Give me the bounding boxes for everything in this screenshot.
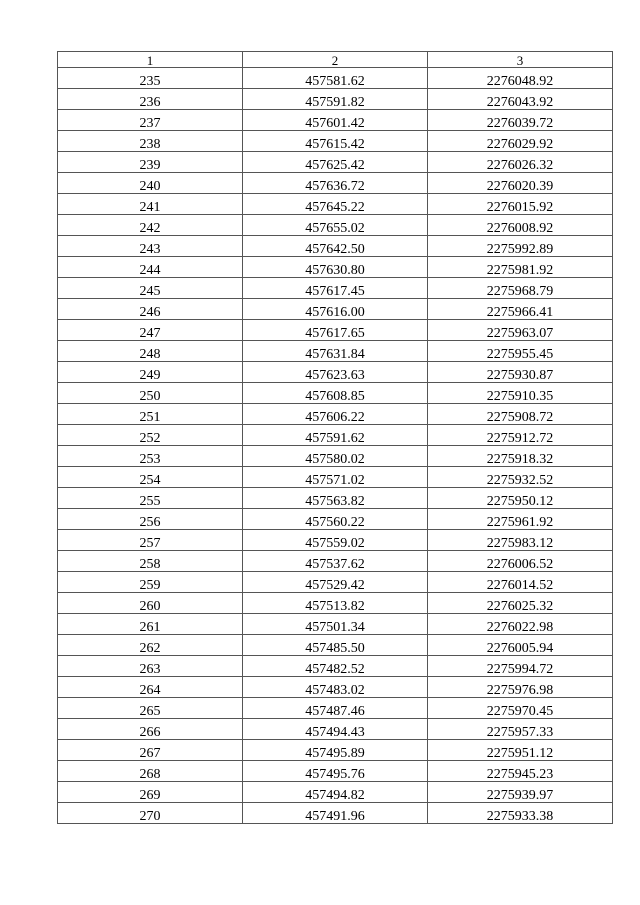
cell-x-coordinate: 457625.42 xyxy=(243,152,428,173)
cell-x-coordinate: 457606.22 xyxy=(243,404,428,425)
table-row xyxy=(58,803,613,824)
table-row xyxy=(58,761,613,782)
cell-point-number: 267 xyxy=(58,740,243,761)
cell-x-coordinate: 457513.82 xyxy=(243,593,428,614)
table-row xyxy=(58,698,613,719)
cell-x-coordinate: 457655.02 xyxy=(243,215,428,236)
cell-y-coordinate: 2275912.72 xyxy=(428,425,613,446)
cell-y-coordinate: 2275994.72 xyxy=(428,656,613,677)
table-row xyxy=(58,110,613,131)
cell-x-coordinate: 457483.02 xyxy=(243,677,428,698)
cell-y-coordinate: 2275955.45 xyxy=(428,341,613,362)
cell-point-number: 259 xyxy=(58,572,243,593)
cell-point-number: 262 xyxy=(58,635,243,656)
cell-y-coordinate: 2276022.98 xyxy=(428,614,613,635)
cell-x-coordinate: 457491.96 xyxy=(243,803,428,824)
cell-x-coordinate: 457631.84 xyxy=(243,341,428,362)
cell-y-coordinate: 2275961.92 xyxy=(428,509,613,530)
cell-point-number: 269 xyxy=(58,782,243,803)
table-row xyxy=(58,341,613,362)
table-row xyxy=(58,677,613,698)
table-header xyxy=(58,52,613,68)
table-row xyxy=(58,68,613,89)
cell-x-coordinate: 457642.50 xyxy=(243,236,428,257)
table-row xyxy=(58,530,613,551)
cell-y-coordinate: 2275930.87 xyxy=(428,362,613,383)
cell-x-coordinate: 457494.43 xyxy=(243,719,428,740)
cell-point-number: 249 xyxy=(58,362,243,383)
cell-x-coordinate: 457615.42 xyxy=(243,131,428,152)
cell-x-coordinate: 457617.65 xyxy=(243,320,428,341)
table-row xyxy=(58,593,613,614)
cell-point-number: 237 xyxy=(58,110,243,131)
table-row xyxy=(58,131,613,152)
cell-point-number: 253 xyxy=(58,446,243,467)
cell-point-number: 238 xyxy=(58,131,243,152)
table-row xyxy=(58,551,613,572)
cell-x-coordinate: 457501.34 xyxy=(243,614,428,635)
cell-point-number: 263 xyxy=(58,656,243,677)
cell-x-coordinate: 457580.02 xyxy=(243,446,428,467)
table-row xyxy=(58,425,613,446)
table-row xyxy=(58,467,613,488)
cell-point-number: 256 xyxy=(58,509,243,530)
table-row xyxy=(58,215,613,236)
cell-point-number: 241 xyxy=(58,194,243,215)
cell-x-coordinate: 457591.82 xyxy=(243,89,428,110)
cell-y-coordinate: 2275976.98 xyxy=(428,677,613,698)
cell-y-coordinate: 2275939.97 xyxy=(428,782,613,803)
cell-y-coordinate: 2275908.72 xyxy=(428,404,613,425)
cell-x-coordinate: 457482.52 xyxy=(243,656,428,677)
table-row xyxy=(58,299,613,320)
cell-x-coordinate: 457591.62 xyxy=(243,425,428,446)
cell-point-number: 252 xyxy=(58,425,243,446)
table-row xyxy=(58,320,613,341)
cell-point-number: 258 xyxy=(58,551,243,572)
cell-point-number: 261 xyxy=(58,614,243,635)
table-row xyxy=(58,635,613,656)
cell-point-number: 247 xyxy=(58,320,243,341)
table-row xyxy=(58,614,613,635)
cell-point-number: 246 xyxy=(58,299,243,320)
cell-y-coordinate: 2276008.92 xyxy=(428,215,613,236)
cell-x-coordinate: 457560.22 xyxy=(243,509,428,530)
cell-y-coordinate: 2275951.12 xyxy=(428,740,613,761)
table-row xyxy=(58,404,613,425)
table-row xyxy=(58,719,613,740)
cell-y-coordinate: 2276039.72 xyxy=(428,110,613,131)
cell-x-coordinate: 457529.42 xyxy=(243,572,428,593)
cell-point-number: 236 xyxy=(58,89,243,110)
table-row xyxy=(58,488,613,509)
cell-x-coordinate: 457645.22 xyxy=(243,194,428,215)
cell-y-coordinate: 2275950.12 xyxy=(428,488,613,509)
column-header-y: 3 xyxy=(428,52,613,68)
table-row xyxy=(58,362,613,383)
table-row xyxy=(58,782,613,803)
cell-y-coordinate: 2275992.89 xyxy=(428,236,613,257)
cell-point-number: 244 xyxy=(58,257,243,278)
cell-y-coordinate: 2276014.52 xyxy=(428,572,613,593)
table-row xyxy=(58,572,613,593)
cell-point-number: 251 xyxy=(58,404,243,425)
cell-y-coordinate: 2275968.79 xyxy=(428,278,613,299)
cell-point-number: 255 xyxy=(58,488,243,509)
table-row xyxy=(58,257,613,278)
cell-y-coordinate: 2276043.92 xyxy=(428,89,613,110)
cell-y-coordinate: 2275933.38 xyxy=(428,803,613,824)
cell-y-coordinate: 2275918.32 xyxy=(428,446,613,467)
cell-y-coordinate: 2275945.23 xyxy=(428,761,613,782)
cell-x-coordinate: 457571.02 xyxy=(243,467,428,488)
cell-point-number: 239 xyxy=(58,152,243,173)
cell-point-number: 245 xyxy=(58,278,243,299)
cell-y-coordinate: 2276025.32 xyxy=(428,593,613,614)
cell-y-coordinate: 2275966.41 xyxy=(428,299,613,320)
cell-y-coordinate: 2276015.92 xyxy=(428,194,613,215)
cell-y-coordinate: 2276005.94 xyxy=(428,635,613,656)
column-header-point-number: 1 xyxy=(58,52,243,68)
cell-y-coordinate: 2276029.92 xyxy=(428,131,613,152)
table-row xyxy=(58,173,613,194)
table-row xyxy=(58,152,613,173)
cell-x-coordinate: 457636.72 xyxy=(243,173,428,194)
cell-point-number: 240 xyxy=(58,173,243,194)
cell-x-coordinate: 457581.62 xyxy=(243,68,428,89)
cell-y-coordinate: 2275910.35 xyxy=(428,383,613,404)
cell-x-coordinate: 457616.00 xyxy=(243,299,428,320)
cell-point-number: 243 xyxy=(58,236,243,257)
cell-y-coordinate: 2276006.52 xyxy=(428,551,613,572)
cell-y-coordinate: 2275957.33 xyxy=(428,719,613,740)
header-row xyxy=(58,52,613,68)
cell-point-number: 254 xyxy=(58,467,243,488)
column-header-x: 2 xyxy=(243,52,428,68)
table-row xyxy=(58,656,613,677)
cell-x-coordinate: 457487.46 xyxy=(243,698,428,719)
cell-x-coordinate: 457494.82 xyxy=(243,782,428,803)
cell-point-number: 270 xyxy=(58,803,243,824)
cell-x-coordinate: 457537.62 xyxy=(243,551,428,572)
table-row xyxy=(58,740,613,761)
table-body xyxy=(58,68,613,824)
cell-point-number: 248 xyxy=(58,341,243,362)
cell-x-coordinate: 457617.45 xyxy=(243,278,428,299)
table-row xyxy=(58,509,613,530)
cell-y-coordinate: 2276020.39 xyxy=(428,173,613,194)
cell-x-coordinate: 457608.85 xyxy=(243,383,428,404)
cell-y-coordinate: 2276048.92 xyxy=(428,68,613,89)
cell-x-coordinate: 457485.50 xyxy=(243,635,428,656)
cell-point-number: 268 xyxy=(58,761,243,782)
cell-point-number: 235 xyxy=(58,68,243,89)
table-row xyxy=(58,89,613,110)
cell-x-coordinate: 457559.02 xyxy=(243,530,428,551)
cell-x-coordinate: 457623.63 xyxy=(243,362,428,383)
cell-point-number: 264 xyxy=(58,677,243,698)
table-row xyxy=(58,278,613,299)
cell-point-number: 250 xyxy=(58,383,243,404)
cell-x-coordinate: 457495.76 xyxy=(243,761,428,782)
cell-point-number: 265 xyxy=(58,698,243,719)
cell-x-coordinate: 457495.89 xyxy=(243,740,428,761)
cell-y-coordinate: 2275970.45 xyxy=(428,698,613,719)
cell-x-coordinate: 457601.42 xyxy=(243,110,428,131)
cell-x-coordinate: 457563.82 xyxy=(243,488,428,509)
coordinates-table xyxy=(57,51,613,824)
table-row xyxy=(58,446,613,467)
cell-point-number: 266 xyxy=(58,719,243,740)
table-row xyxy=(58,194,613,215)
cell-point-number: 260 xyxy=(58,593,243,614)
cell-y-coordinate: 2275963.07 xyxy=(428,320,613,341)
table-row xyxy=(58,236,613,257)
cell-x-coordinate: 457630.80 xyxy=(243,257,428,278)
cell-point-number: 242 xyxy=(58,215,243,236)
cell-y-coordinate: 2275981.92 xyxy=(428,257,613,278)
table-row xyxy=(58,383,613,404)
cell-point-number: 257 xyxy=(58,530,243,551)
cell-y-coordinate: 2275932.52 xyxy=(428,467,613,488)
cell-y-coordinate: 2276026.32 xyxy=(428,152,613,173)
cell-y-coordinate: 2275983.12 xyxy=(428,530,613,551)
